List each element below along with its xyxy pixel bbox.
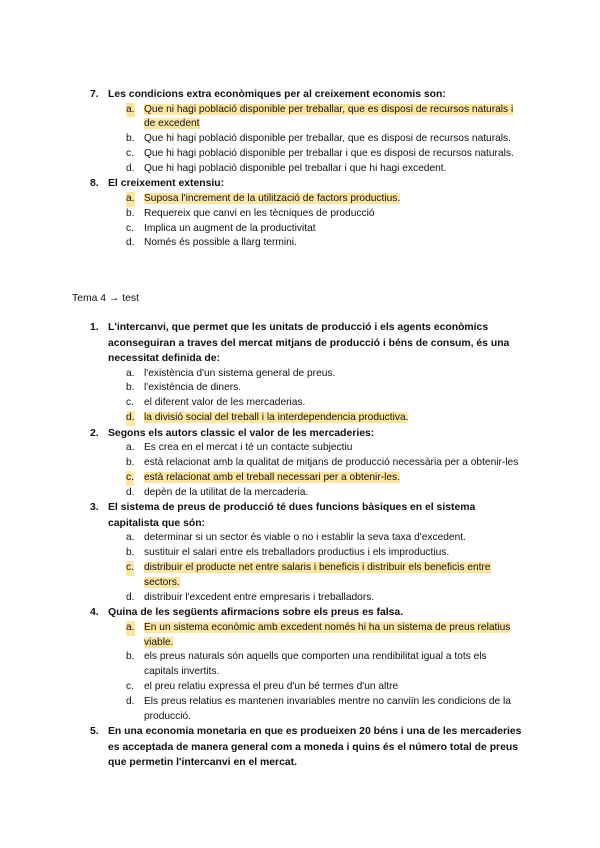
option-text: Es crea en el mercat i té un contacte subjectiu [144, 442, 353, 454]
option-text: l'existència d'un sistema general de preus. [144, 367, 336, 379]
answer-option [0, 456, 600, 471]
answer-option [0, 103, 600, 133]
answer-option [0, 132, 600, 147]
option-text: Implica un augment de la productivitat [144, 222, 316, 234]
option-text: determinar si un sector és viable o no i establir la seva taxa d'excedent. [144, 532, 466, 544]
option-text-highlighted: està relacionat amb el treball necessari per a obtenir-les. [144, 471, 400, 483]
option-letter: d. [126, 695, 135, 707]
answer-option [0, 531, 600, 546]
question-text: El sistema de preus de producció té dues funcions bàsiques en el sistema capitalista que són: [108, 502, 476, 529]
option-letter: d. [126, 411, 135, 426]
question-text: Quina de les següents afirmacions sobre els preus es falsa. [108, 607, 404, 619]
option-text: el preu relatiu expressa el preu d'un bé termes d'un altre [144, 681, 399, 693]
option-text: depèn de la utilitat de la mercaderia. [144, 486, 309, 498]
question [0, 724, 600, 771]
question [0, 605, 600, 621]
answer-option [0, 486, 600, 501]
answer-option [0, 650, 600, 680]
answer-option [0, 411, 600, 426]
question-number: 3. [90, 502, 99, 514]
option-text-highlighted: Suposa l'increment de la utilització de factors productius. [144, 192, 401, 204]
option-letter: b. [126, 133, 135, 145]
option-text: Els preus relatius es mantenen invariables mentre no canviïn les condicions de la producció. [144, 695, 511, 722]
option-letter: d. [126, 237, 135, 249]
option-letter: d. [126, 486, 135, 498]
option-text: el diferent valor de les mercaderias. [144, 397, 306, 409]
answer-option [0, 561, 600, 591]
answer-option [0, 207, 600, 222]
answer-option [0, 680, 600, 695]
answer-option [0, 441, 600, 456]
answer-option [0, 222, 600, 237]
option-text: Requereix que canvi en les tècniques de producció [144, 207, 375, 219]
option-text-highlighted: la divisió social del treball i la interdependencia productiva. [144, 411, 409, 423]
question-number: 8. [90, 178, 99, 190]
option-text: està relacionat amb la qualitat de mitjans de producció necessària per a obtenir-les [144, 456, 519, 468]
option-letter: a. [126, 367, 135, 379]
answer-option [0, 695, 600, 725]
option-text-highlighted: En un sistema econòmic amb excedent només hi ha un sistema de preus relatius viable. [144, 621, 511, 648]
option-letter: a. [126, 621, 135, 636]
answer-option [0, 236, 600, 251]
question [0, 87, 600, 103]
option-text: sustituir el salari entre els treballadors productius i els improductius. [144, 547, 450, 559]
answer-option [0, 471, 600, 486]
question-text: Segons els autors classic el valor de les mercaderies: [108, 427, 375, 439]
option-letter: c. [126, 397, 134, 409]
answer-option [0, 162, 600, 177]
option-letter: b. [126, 547, 135, 559]
option-letter: c. [126, 222, 134, 234]
option-text-highlighted: distribuir el producte net entre salaris i beneficis i distribuir els beneficis entre sectors. [144, 561, 491, 588]
question-number: 1. [90, 322, 99, 333]
question-number: 5. [90, 726, 99, 738]
option-letter: a. [126, 192, 135, 207]
option-letter: b. [126, 456, 135, 468]
answer-option [0, 147, 600, 162]
option-text: els preus naturals són aquells que comporten una rendibilitat igual a tots els capitals invertits. [144, 651, 487, 678]
option-letter: c. [126, 147, 134, 159]
option-text: Que hi hagi població disponible pel treballar i que hi hagi excedent. [144, 162, 447, 174]
option-text: Que hi hagi població disponible per treballar i que es disposi de recursos naturals. [144, 147, 514, 159]
answer-option [0, 192, 600, 207]
answer-option [0, 396, 600, 411]
question-text: En una economia monetaria en que es produeixen 20 béns i una de les mercaderies es acceptada de manera general com a moneda i quins és el número total de preus que permetin l'intercanvi en el mercat. [108, 726, 522, 769]
option-letter: b. [126, 651, 135, 663]
answer-option [0, 381, 600, 396]
option-letter: c. [126, 471, 134, 486]
option-letter: c. [126, 681, 134, 693]
option-text: distribuir l'excedent entre empresaris i treballadors. [144, 591, 375, 603]
question-group-theme-4 [0, 320, 600, 771]
section-title: Tema 4 → test [72, 293, 139, 304]
question [0, 320, 600, 367]
option-text: Només és possible a llarg termini. [144, 237, 297, 249]
option-text: l'existència de diners. [144, 382, 242, 394]
option-text-highlighted: Que ni hagi població disponible per treballar, que es disposi de recursos naturals i de excedent [144, 103, 514, 130]
answer-option [0, 621, 600, 651]
question-number: 2. [90, 427, 99, 439]
answer-option [0, 546, 600, 561]
option-letter: b. [126, 207, 135, 219]
question-text: L'intercanvi, que permet que les unitats de producció i els agents econòmics aconseguiran a traves del mercat mitjans de producció i béns de consum, és una necessitat definida de: [108, 322, 510, 364]
option-letter: a. [126, 532, 135, 544]
question-text: Les condicions extra econòmiques per al creixement economis son: [108, 89, 446, 100]
question [0, 426, 600, 442]
question [0, 500, 600, 531]
question-text: El creixement extensiu: [108, 178, 225, 190]
option-letter: d. [126, 162, 135, 174]
answer-option [0, 591, 600, 606]
question [0, 176, 600, 192]
option-letter: d. [126, 591, 135, 603]
question-number: 4. [90, 607, 99, 619]
option-letter: a. [126, 103, 135, 118]
option-letter: b. [126, 382, 135, 394]
option-letter: c. [126, 561, 134, 576]
question-number: 7. [90, 89, 99, 100]
answer-option [0, 367, 600, 382]
option-letter: a. [126, 442, 135, 454]
option-text: Que hi hagi població disponible per treballar, que es disposi de recursos naturals. [144, 133, 511, 145]
question-group-theme-3 [0, 87, 600, 251]
